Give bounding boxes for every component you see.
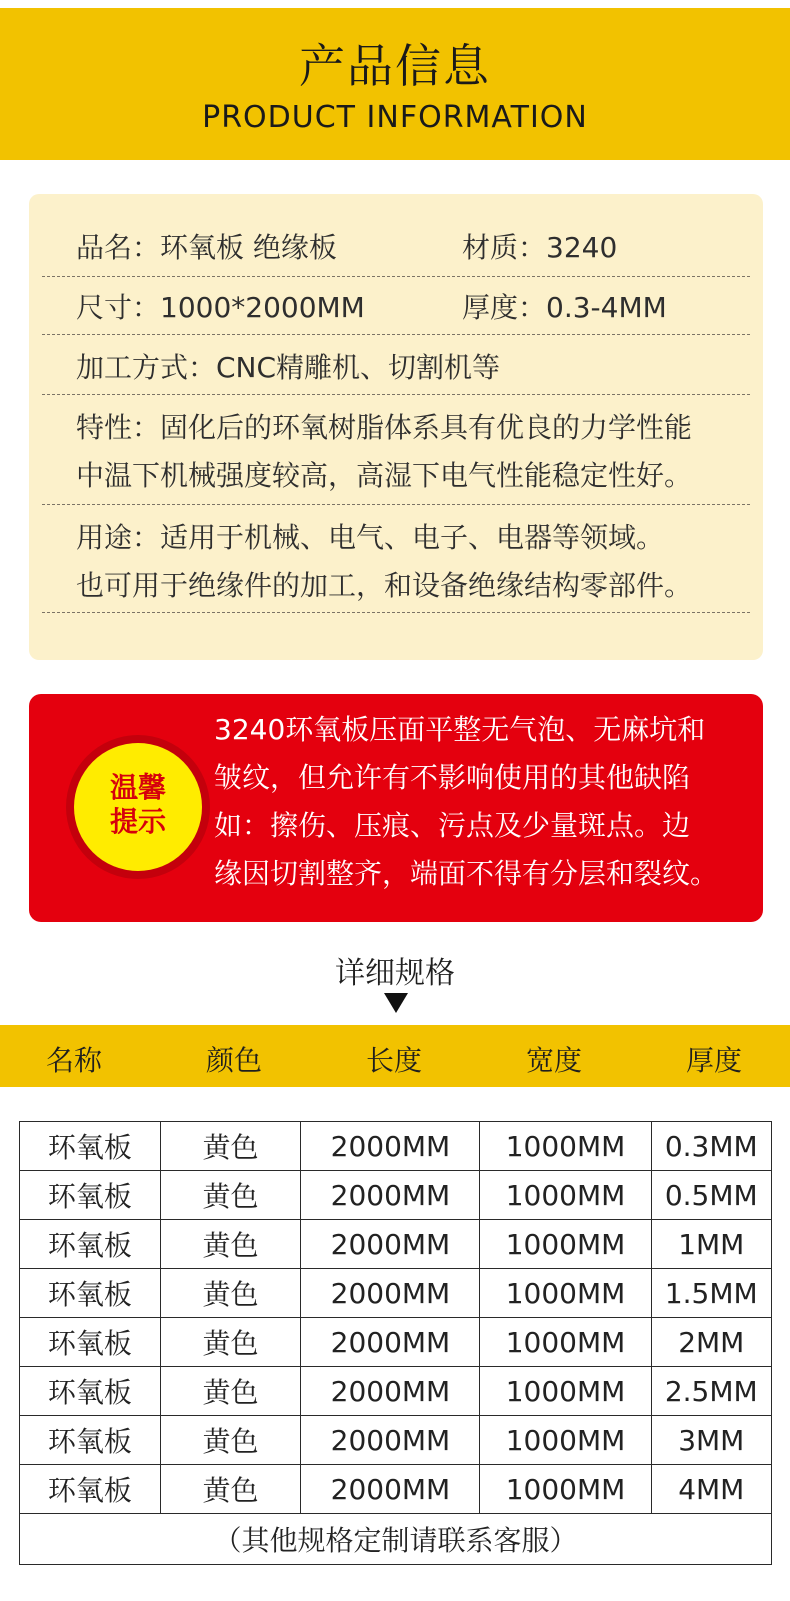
- spec-header-bar: [0, 1025, 790, 1087]
- product-name: 品名：环氧板 绝缘板: [76, 231, 337, 264]
- cell-color: 黄色: [160, 1122, 301, 1171]
- spec-footer-note: （其他规格定制请联系客服）: [20, 1514, 772, 1565]
- cell-length: 2000MM: [301, 1465, 480, 1514]
- header-banner: [0, 8, 790, 160]
- info-row-usage: [42, 504, 750, 613]
- cell-name: 环氧板: [20, 1367, 161, 1416]
- cell-thickness: 2MM: [651, 1318, 771, 1367]
- table-row: [20, 1122, 772, 1171]
- table-row: [20, 1269, 772, 1318]
- down-triangle-icon: [384, 993, 408, 1013]
- cell-thickness: 3MM: [651, 1416, 771, 1465]
- cell-color: 黄色: [160, 1465, 301, 1514]
- cell-color: 黄色: [160, 1318, 301, 1367]
- cell-name: 环氧板: [20, 1416, 161, 1465]
- product-feature-line2: 中温下机械强度较高，高湿下电气性能稳定性好。: [76, 459, 693, 492]
- spec-header-color: 颜色: [205, 1044, 262, 1077]
- table-footer-row: [20, 1514, 772, 1565]
- cell-width: 1000MM: [480, 1416, 651, 1465]
- cell-width: 1000MM: [480, 1122, 651, 1171]
- spec-header-thickness: 厚度: [685, 1044, 742, 1077]
- cell-width: 1000MM: [480, 1269, 651, 1318]
- header-title-en: PRODUCT INFORMATION: [202, 100, 588, 135]
- cell-thickness: 0.5MM: [651, 1171, 771, 1220]
- notice-badge-line1: 温馨: [109, 771, 166, 804]
- cell-thickness: 1MM: [651, 1220, 771, 1269]
- header-title-cn: 产品信息: [299, 39, 491, 93]
- info-row-size-thickness: [42, 276, 750, 335]
- notice-line-4: 缘因切割整齐，端面不得有分层和裂纹。: [214, 857, 719, 890]
- cell-color: 黄色: [160, 1367, 301, 1416]
- product-size: 尺寸：1000*2000MM: [76, 291, 365, 324]
- spec-title: 详细规格: [335, 956, 455, 991]
- table-row: [20, 1367, 772, 1416]
- table-row: [20, 1465, 772, 1514]
- product-material: 材质：3240: [462, 231, 618, 264]
- product-thickness: 厚度：0.3-4MM: [462, 291, 667, 324]
- cell-length: 2000MM: [301, 1122, 480, 1171]
- notice-box: [29, 694, 763, 922]
- cell-width: 1000MM: [480, 1465, 651, 1514]
- info-row-name-material: [42, 194, 750, 277]
- table-row: [20, 1171, 772, 1220]
- cell-thickness: 0.3MM: [651, 1122, 771, 1171]
- cell-name: 环氧板: [20, 1122, 161, 1171]
- cell-name: 环氧板: [20, 1220, 161, 1269]
- info-row-feature: [42, 394, 750, 505]
- cell-length: 2000MM: [301, 1171, 480, 1220]
- spec-header-width: 宽度: [525, 1044, 582, 1077]
- notice-line-1: 3240环氧板压面平整无气泡、无麻坑和: [214, 713, 706, 746]
- cell-length: 2000MM: [301, 1367, 480, 1416]
- cell-name: 环氧板: [20, 1465, 161, 1514]
- cell-length: 2000MM: [301, 1220, 480, 1269]
- cell-length: 2000MM: [301, 1269, 480, 1318]
- info-row-processing: [42, 334, 750, 395]
- product-usage-line1: 用途：适用于机械、电气、电子、电器等领域。: [76, 521, 665, 554]
- notice-badge: [74, 743, 202, 871]
- table-row: [20, 1416, 772, 1465]
- cell-thickness: 1.5MM: [651, 1269, 771, 1318]
- spec-header-length: 长度: [365, 1044, 422, 1077]
- product-processing: 加工方式：CNC精雕机、切割机等: [76, 351, 501, 384]
- table-row: [20, 1318, 772, 1367]
- cell-color: 黄色: [160, 1416, 301, 1465]
- cell-width: 1000MM: [480, 1318, 651, 1367]
- cell-name: 环氧板: [20, 1318, 161, 1367]
- cell-color: 黄色: [160, 1220, 301, 1269]
- spec-table: [19, 1121, 772, 1565]
- product-feature-line1: 特性：固化后的环氧树脂体系具有优良的力学性能: [76, 411, 693, 444]
- cell-thickness: 2.5MM: [651, 1367, 771, 1416]
- cell-color: 黄色: [160, 1171, 301, 1220]
- cell-width: 1000MM: [480, 1220, 651, 1269]
- cell-name: 环氧板: [20, 1269, 161, 1318]
- notice-line-3: 如：擦伤、压痕、污点及少量斑点。边: [214, 809, 691, 842]
- product-info-box: [29, 194, 763, 660]
- cell-width: 1000MM: [480, 1171, 651, 1220]
- notice-badge-line2: 提示: [109, 805, 166, 838]
- cell-thickness: 4MM: [651, 1465, 771, 1514]
- cell-length: 2000MM: [301, 1416, 480, 1465]
- cell-length: 2000MM: [301, 1318, 480, 1367]
- cell-name: 环氧板: [20, 1171, 161, 1220]
- cell-color: 黄色: [160, 1269, 301, 1318]
- product-usage-line2: 也可用于绝缘件的加工，和设备绝缘结构零部件。: [76, 569, 693, 602]
- spec-header-name: 名称: [45, 1044, 102, 1077]
- cell-width: 1000MM: [480, 1367, 651, 1416]
- notice-line-2: 皱纹，但允许有不影响使用的其他缺陷: [214, 761, 691, 794]
- table-row: [20, 1220, 772, 1269]
